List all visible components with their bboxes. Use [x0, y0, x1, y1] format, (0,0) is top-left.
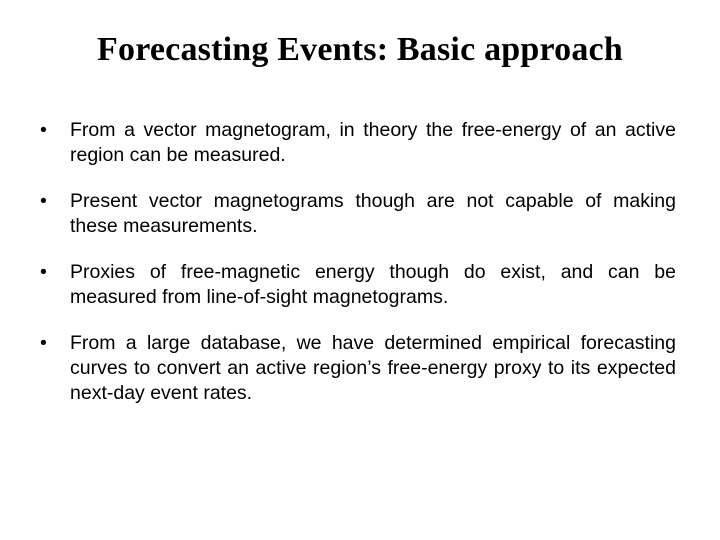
bullet-marker: •	[40, 190, 47, 212]
bullet-list	[40, 118, 676, 427]
bullet-marker: •	[40, 119, 47, 141]
bullet-text: Present vector magnetograms though are not capable of making these measurements.	[70, 190, 676, 237]
bullet-marker: •	[40, 261, 47, 283]
bullet-item	[40, 118, 676, 168]
bullet-text: Proxies of free-magnetic energy though do exist, and can be measured from line-of-sight magnetograms.	[70, 261, 676, 308]
slide-title: Forecasting Events: Basic approach	[97, 31, 623, 68]
bullet-text: From a large database, we have determined empirical forecasting curves to convert an active region’s free-energy proxy to its expected next-day event rates.	[70, 332, 676, 404]
bullet-item	[40, 260, 676, 310]
bullet-text: From a vector magnetogram, in theory the free-energy of an active region can be measured.	[70, 119, 676, 166]
bullet-marker: •	[40, 332, 47, 354]
bullet-item	[40, 189, 676, 239]
bullet-item	[40, 331, 676, 406]
